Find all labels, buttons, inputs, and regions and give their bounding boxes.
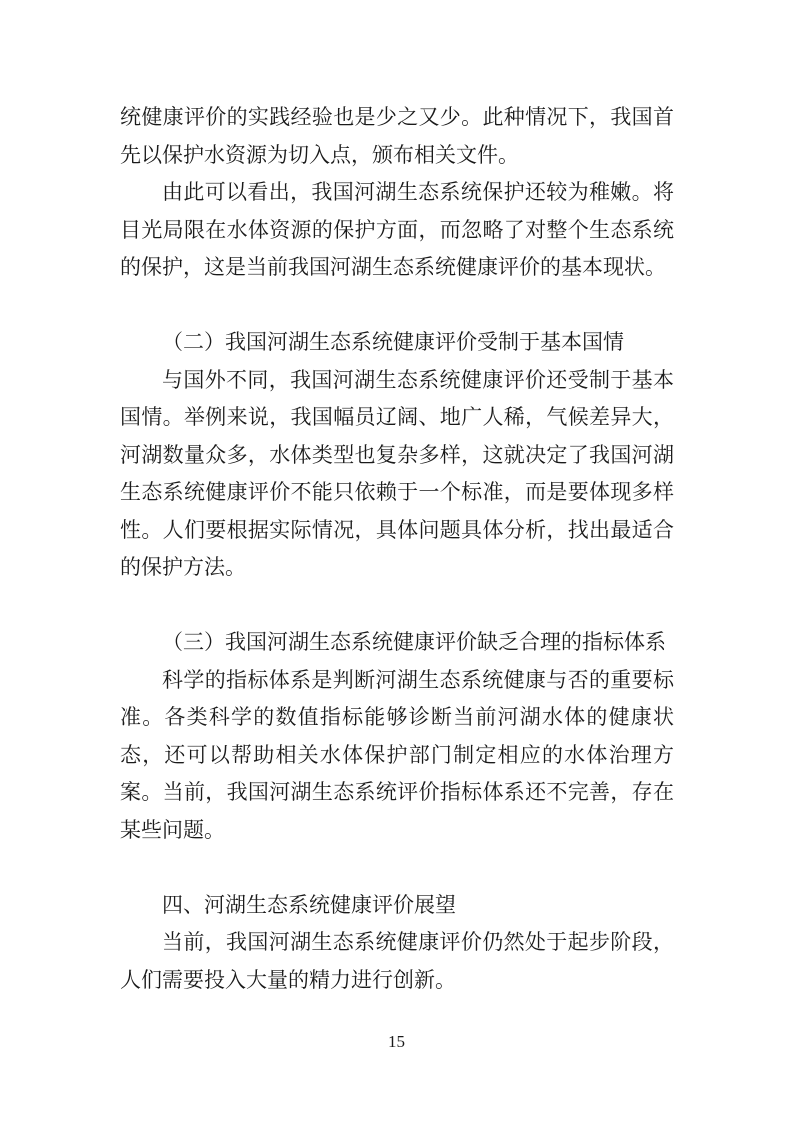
page-number: 15	[388, 1032, 405, 1051]
continuation-paragraph: 统健康评价的实践经验也是少之又少。此种情况下，我国首先以保护水资源为切入点，颁布相关文件。	[120, 105, 674, 167]
body-paragraph-indicator-system: 科学的指标体系是判断河湖生态系统健康与否的重要标准。各类科学的数值指标能够诊断当前河湖水体的健康状态，还可以帮助相关水体保护部门制定相应的水体治理方案。当前，我国河湖生态系统评价指标体系还不完善，存在某些问题。	[120, 667, 674, 842]
section-heading-national-conditions: （二）我国河湖生态系统健康评价受制于基本国情	[162, 330, 624, 354]
body-paragraph-outlook: 当前，我国河湖生态系统健康评价仍然处于起步阶段，人们需要投入大量的精力进行创新。	[120, 930, 674, 992]
paragraph-gap	[120, 287, 674, 325]
paragraph-gap	[120, 587, 674, 625]
body-paragraph-current-status: 由此可以看出，我国河湖生态系统保护还较为稚嫩。将目光局限在水体资源的保护方面，而忽略了对整个生态系统的保护，这是当前我国河湖生态系统健康评价的基本现状。	[120, 180, 674, 279]
section-heading-indicator-system: （三）我国河湖生态系统健康评价缺乏合理的指标体系	[162, 630, 666, 654]
document-body	[120, 99, 674, 999]
body-paragraph-national-conditions: 与国外不同，我国河湖生态系统健康评价还受制于基本国情。举例来说，我国幅员辽阔、地广人稀，气候差异大，河湖数量众多，水体类型也复杂多样，这就决定了我国河湖生态系统健康评价不能只依赖于一个标准，而是要体现多样性。人们要根据实际情况，具体问题具体分析，找出最适合的保护方法。	[120, 367, 674, 579]
paragraph-gap	[120, 849, 674, 887]
section-heading-outlook: 四、河湖生态系统健康评价展望	[162, 892, 456, 917]
